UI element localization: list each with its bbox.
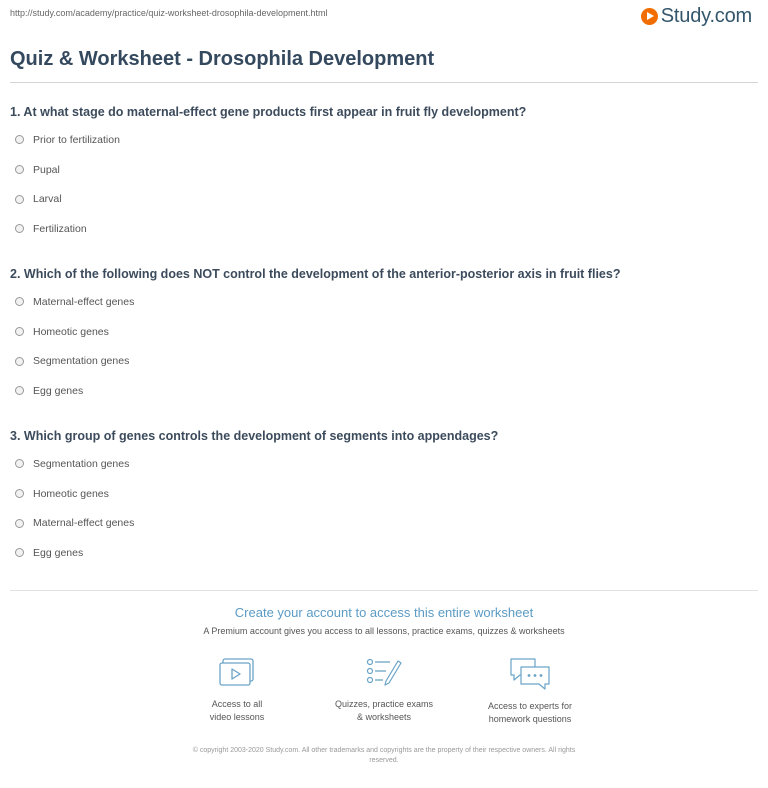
logo-text: Study.com <box>660 5 752 27</box>
radio-button[interactable] <box>15 357 24 366</box>
option-label: Maternal-effect genes <box>33 295 135 308</box>
option-label: Maternal-effect genes <box>33 517 135 530</box>
title-divider <box>10 82 758 83</box>
question-3 <box>10 429 758 568</box>
option-label: Segmentation genes <box>33 355 130 368</box>
option-label: Egg genes <box>33 384 84 397</box>
footer-line: © copyright 2003-2020 Study.com. All other trademarks and copyrights are the property of their respective owners. All rights <box>192 747 576 754</box>
option-label: Egg genes <box>33 546 84 559</box>
question-text: 1. At what stage do maternal-effect gene products first appear in fruit fly development? <box>10 105 527 119</box>
feature-label-line: Quizzes, practice exams <box>334 699 434 709</box>
answer-option[interactable] <box>10 449 758 479</box>
question-2 <box>10 267 758 406</box>
cta-subheading: A Premium account gives you access to all lessons, practice exams, quizzes & worksheets <box>203 626 565 636</box>
question-1 <box>10 105 758 244</box>
feature-label <box>167 698 307 724</box>
option-label: Prior to fertilization <box>33 133 120 146</box>
feature-experts <box>460 656 600 726</box>
radio-button[interactable] <box>15 519 24 528</box>
answer-option[interactable] <box>10 346 758 376</box>
answer-option[interactable] <box>10 317 758 347</box>
feature-label <box>460 700 600 726</box>
answer-option[interactable] <box>10 479 758 509</box>
radio-button[interactable] <box>15 489 24 498</box>
answer-option[interactable] <box>10 538 758 568</box>
chat-experts-icon <box>460 656 600 692</box>
feature-video-lessons <box>167 656 307 724</box>
feature-label-line: homework questions <box>488 714 572 724</box>
study-logo[interactable] <box>641 5 752 28</box>
answer-option[interactable] <box>10 125 758 155</box>
radio-button[interactable] <box>15 386 24 395</box>
option-label: Pupal <box>33 163 60 176</box>
answer-option[interactable] <box>10 287 758 317</box>
option-label: Homeotic genes <box>33 487 109 500</box>
answer-option[interactable] <box>10 184 758 214</box>
answer-option[interactable] <box>10 214 758 244</box>
radio-button[interactable] <box>15 548 24 557</box>
feature-label <box>314 698 454 724</box>
top-bar <box>0 0 768 34</box>
answer-option[interactable] <box>10 376 758 406</box>
feature-label-line: Access to experts for <box>487 701 573 711</box>
option-label: Fertilization <box>33 222 87 235</box>
copyright-footer <box>140 746 628 766</box>
option-label: Segmentation genes <box>33 457 130 470</box>
question-text: 2. Which of the following does NOT control the development of the anterior-posterior axis in fruit flies? <box>10 267 621 281</box>
answer-option[interactable] <box>10 508 758 538</box>
page-url: http://study.com/academy/practice/quiz-worksheet-drosophila-development.html <box>10 8 328 18</box>
radio-button[interactable] <box>15 459 24 468</box>
feature-label-line: Access to all <box>211 699 263 709</box>
option-label: Homeotic genes <box>33 325 109 338</box>
radio-button[interactable] <box>15 195 24 204</box>
radio-button[interactable] <box>15 297 24 306</box>
question-text: 3. Which group of genes controls the development of segments into appendages? <box>10 429 499 443</box>
option-label: Larval <box>33 193 62 206</box>
footer-line: reserved. <box>369 757 399 764</box>
feature-label-line: video lessons <box>209 712 265 722</box>
page-title: Quiz & Worksheet - Drosophila Development <box>10 48 435 70</box>
feature-quizzes <box>314 656 454 724</box>
feature-label-line: & worksheets <box>356 712 412 722</box>
play-badge-icon <box>641 8 658 25</box>
radio-button[interactable] <box>15 224 24 233</box>
radio-button[interactable] <box>15 135 24 144</box>
video-lessons-icon <box>167 656 307 690</box>
answer-option[interactable] <box>10 155 758 185</box>
cta-divider <box>10 590 758 591</box>
radio-button[interactable] <box>15 165 24 174</box>
radio-button[interactable] <box>15 327 24 336</box>
quiz-checklist-icon <box>314 656 454 690</box>
cta-heading[interactable]: Create your account to access this entire worksheet <box>234 605 534 620</box>
